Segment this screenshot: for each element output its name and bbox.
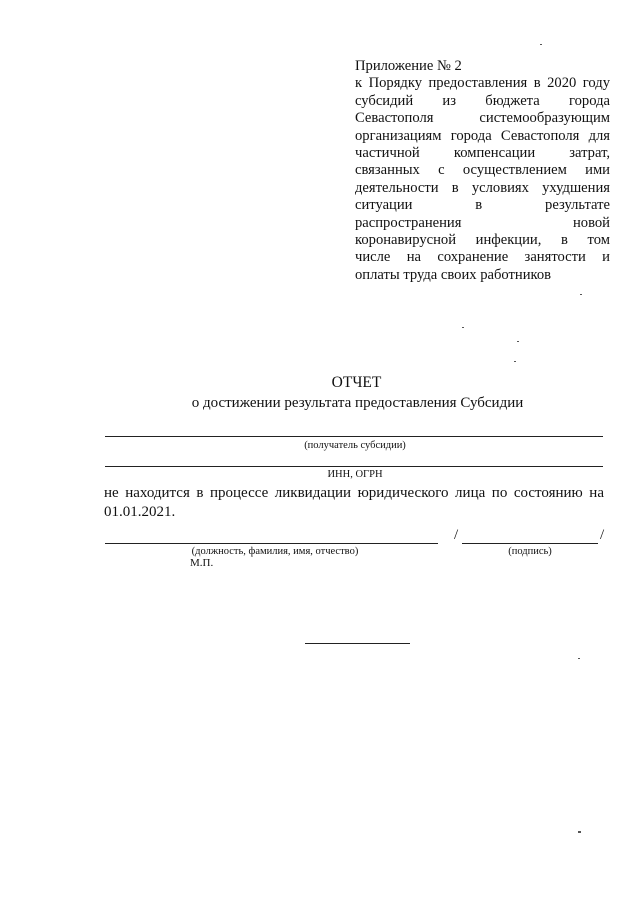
signature-slash-right: / <box>600 527 605 543</box>
scan-speck <box>540 44 542 45</box>
scan-speck <box>578 831 581 833</box>
appendix-line: коронавирусной инфекции, в том <box>355 232 610 249</box>
scan-speck <box>517 341 519 342</box>
appendix-line: ситуации в результате <box>355 197 610 214</box>
scan-speck <box>462 327 464 328</box>
inn-line <box>105 466 603 467</box>
appendix-line: оплаты труда своих работников <box>355 266 552 283</box>
appendix-line: организациям города Севастополя для <box>355 127 610 144</box>
inn-caption: ИНН, ОГРН <box>327 469 383 480</box>
appendix-line: числе на сохранение занятости и <box>355 249 610 266</box>
position-caption: (должность, фамилия, имя, отчество) <box>191 546 359 557</box>
signature-caption: (подпись) <box>508 546 552 557</box>
appendix-line: Севастополя системообразующим <box>355 110 610 127</box>
appendix-line: распространения новой <box>355 214 610 231</box>
appendix-line: связанных с осуществлением ими <box>355 162 610 179</box>
appendix-line: деятельности в условиях ухудшения <box>355 179 610 196</box>
appendix-line: частичной компенсации затрат, <box>355 145 610 162</box>
recipient-line <box>105 436 603 437</box>
seal-placeholder: М.П. <box>190 557 214 569</box>
signature-line <box>462 543 598 544</box>
recipient-caption: (получатель субсидии) <box>304 440 406 451</box>
status-statement: не находится в процессе ликвидации юридического лица по состоянию на 01.01.2021. <box>104 485 604 520</box>
scan-speck <box>578 658 580 659</box>
position-line <box>105 543 438 544</box>
signature-slash-left: / <box>454 527 459 543</box>
appendix-line: к Порядку предоставления в 2020 году <box>355 75 610 92</box>
scan-speck <box>514 361 516 362</box>
appendix-line: субсидий из бюджета города <box>355 92 610 109</box>
closing-divider <box>305 643 410 644</box>
report-title: ОТЧЕТ <box>331 374 382 391</box>
appendix-line: Приложение № 2 <box>355 58 462 74</box>
report-subtitle: о достижении результата предоставления Субсидии <box>191 395 524 411</box>
appendix-header <box>355 58 610 284</box>
scan-speck <box>580 294 582 295</box>
